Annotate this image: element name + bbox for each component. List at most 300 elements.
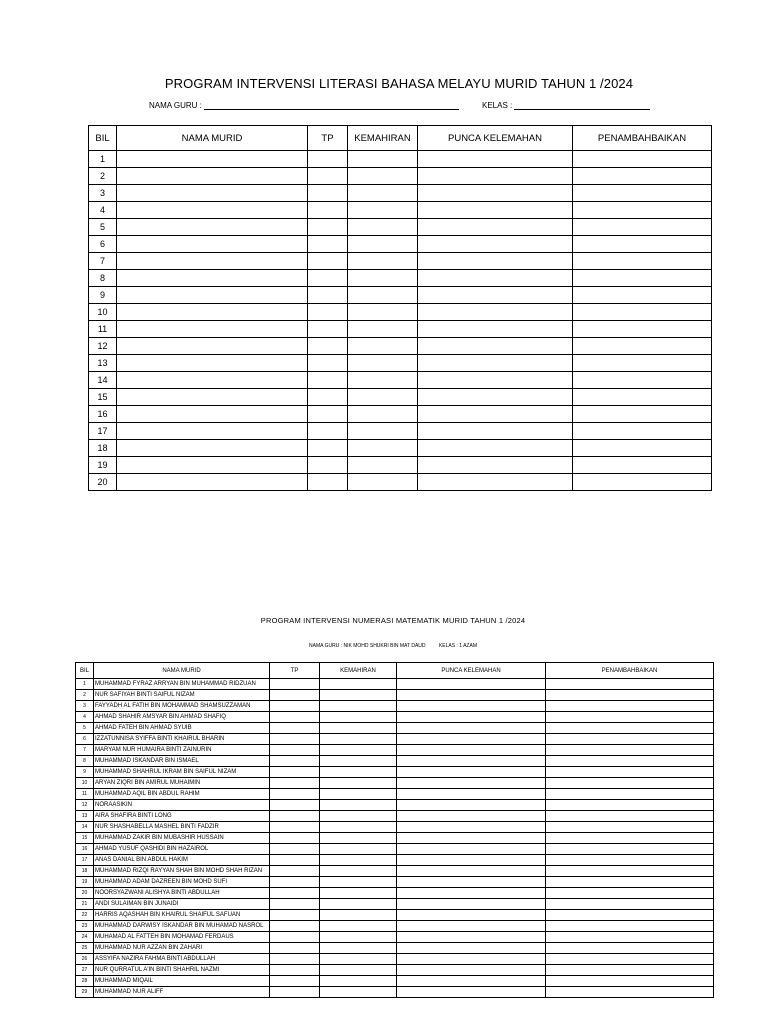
empty-cell <box>270 811 320 822</box>
table-row <box>89 372 712 389</box>
student-name: IZZATUNNISA SYIFFA BINTI KHAIRUL BHARIN <box>94 734 270 745</box>
empty-cell <box>348 202 418 219</box>
row-number: 20 <box>89 474 117 491</box>
student-name: HARRIS AQASHAH BIN KHAIRUL SHAIFUL SAFUAN <box>94 910 270 921</box>
empty-cell <box>320 877 397 888</box>
empty-cell <box>270 888 320 899</box>
student-name: MUHAMMAD ISKANDAR BIN ISMAEL <box>94 756 270 767</box>
empty-cell <box>308 236 348 253</box>
table-row <box>89 457 712 474</box>
empty-cell <box>397 899 546 910</box>
student-name: FAYYADH AL FATIH BIN MOHAMMAD SHAMSUZZAMAN <box>94 701 270 712</box>
empty-cell <box>308 423 348 440</box>
empty-cell <box>573 185 712 202</box>
sheet1-header-0: BIL <box>89 126 117 151</box>
empty-cell <box>573 321 712 338</box>
empty-cell <box>308 287 348 304</box>
empty-cell <box>348 406 418 423</box>
empty-cell <box>546 800 714 811</box>
table-row <box>76 701 714 712</box>
empty-cell <box>397 778 546 789</box>
empty-cell <box>546 965 714 976</box>
student-name: NUR SHASHABELLA MASHEL BINTI FADZIR <box>94 822 270 833</box>
table-row <box>76 932 714 943</box>
sheet2-header-row <box>76 663 714 679</box>
student-name: MUHAMMAD ADAM DAZREEN BIN MOHD SUFI <box>94 877 270 888</box>
student-name: AHMAD YUSUF QASHIDI BIN HAZAIROL <box>94 844 270 855</box>
empty-cell <box>117 219 308 236</box>
empty-cell <box>117 440 308 457</box>
empty-cell <box>117 270 308 287</box>
empty-cell <box>546 811 714 822</box>
empty-cell <box>270 921 320 932</box>
empty-cell <box>117 389 308 406</box>
table-row <box>76 921 714 932</box>
table-row <box>76 943 714 954</box>
sheet1-header-row <box>89 126 712 151</box>
empty-cell <box>397 987 546 998</box>
empty-cell <box>546 745 714 756</box>
empty-cell <box>270 899 320 910</box>
row-number: 23 <box>76 921 94 932</box>
empty-cell <box>546 877 714 888</box>
row-number: 18 <box>89 440 117 457</box>
empty-cell <box>348 236 418 253</box>
empty-cell <box>546 899 714 910</box>
empty-cell <box>573 168 712 185</box>
empty-cell <box>573 287 712 304</box>
empty-cell <box>320 932 397 943</box>
empty-cell <box>117 321 308 338</box>
empty-cell <box>397 844 546 855</box>
empty-cell <box>320 899 397 910</box>
table-row <box>76 756 714 767</box>
empty-cell <box>308 457 348 474</box>
table-row <box>76 877 714 888</box>
empty-cell <box>308 406 348 423</box>
empty-cell <box>308 304 348 321</box>
empty-cell <box>546 921 714 932</box>
row-number: 19 <box>76 877 94 888</box>
row-number: 9 <box>76 767 94 778</box>
empty-cell <box>348 423 418 440</box>
empty-cell <box>320 701 397 712</box>
student-name: AHMAD SHAHIR AMSYAR BIN AHMAD SHAFIQ <box>94 712 270 723</box>
empty-cell <box>546 833 714 844</box>
empty-cell <box>546 888 714 899</box>
empty-cell <box>117 474 308 491</box>
empty-cell <box>308 355 348 372</box>
row-number: 7 <box>89 253 117 270</box>
empty-cell <box>397 855 546 866</box>
empty-cell <box>270 866 320 877</box>
student-name: ASSYIFA NAZIRA FAHMA BINTI ABDULLAH <box>94 954 270 965</box>
empty-cell <box>397 932 546 943</box>
table-row <box>89 338 712 355</box>
table-row <box>76 811 714 822</box>
sheet2-header-1: NAMA MURID <box>94 663 270 679</box>
student-name: ARYAN ZIQRI BIN AMIRUL MUHAIMIN <box>94 778 270 789</box>
empty-cell <box>418 321 573 338</box>
empty-cell <box>320 822 397 833</box>
row-number: 18 <box>76 866 94 877</box>
empty-cell <box>418 338 573 355</box>
empty-cell <box>348 287 418 304</box>
row-number: 6 <box>76 734 94 745</box>
sheet1-title: PROGRAM INTERVENSI LITERASI BAHASA MELAYU MURID TAHUN 1 /2024 <box>164 76 634 91</box>
empty-cell <box>348 151 418 168</box>
row-number: 21 <box>76 899 94 910</box>
empty-cell <box>573 474 712 491</box>
empty-cell <box>397 690 546 701</box>
empty-cell <box>573 236 712 253</box>
row-number: 8 <box>76 756 94 767</box>
table-row <box>76 778 714 789</box>
empty-cell <box>270 778 320 789</box>
sheet1-header-2: TP <box>308 126 348 151</box>
empty-cell <box>546 987 714 998</box>
table-row <box>89 185 712 202</box>
empty-cell <box>348 372 418 389</box>
empty-cell <box>320 712 397 723</box>
table-row <box>76 734 714 745</box>
row-number: 1 <box>76 679 94 690</box>
empty-cell <box>418 185 573 202</box>
empty-cell <box>348 304 418 321</box>
empty-cell <box>397 822 546 833</box>
table-row <box>89 168 712 185</box>
empty-cell <box>397 679 546 690</box>
empty-cell <box>270 701 320 712</box>
row-number: 5 <box>76 723 94 734</box>
table-row <box>89 236 712 253</box>
table-row <box>76 767 714 778</box>
sheet1-header-5: PENAMBAHBAIKAN <box>573 126 712 151</box>
empty-cell <box>117 236 308 253</box>
empty-cell <box>397 910 546 921</box>
sheet2-nama-guru: NAMA GURU : NIK MOHD SHUKRI BIN MAT DAUD <box>309 643 426 649</box>
empty-cell <box>397 877 546 888</box>
empty-cell <box>270 789 320 800</box>
empty-cell <box>573 151 712 168</box>
row-number: 4 <box>89 202 117 219</box>
nama-guru-label: NAMA GURU : <box>149 101 202 110</box>
empty-cell <box>320 723 397 734</box>
empty-cell <box>270 932 320 943</box>
empty-cell <box>308 202 348 219</box>
table-row <box>76 987 714 998</box>
empty-cell <box>320 811 397 822</box>
empty-cell <box>117 372 308 389</box>
row-number: 29 <box>76 987 94 998</box>
row-number: 14 <box>76 822 94 833</box>
empty-cell <box>397 833 546 844</box>
empty-cell <box>308 440 348 457</box>
sheet2-header-4: PUNCA KELEMAHAN <box>397 663 546 679</box>
empty-cell <box>348 321 418 338</box>
row-number: 12 <box>76 800 94 811</box>
table-row <box>89 474 712 491</box>
sheet1-table <box>88 125 712 491</box>
empty-cell <box>320 965 397 976</box>
empty-cell <box>117 423 308 440</box>
empty-cell <box>320 734 397 745</box>
empty-cell <box>418 457 573 474</box>
table-row <box>89 202 712 219</box>
empty-cell <box>270 800 320 811</box>
empty-cell <box>546 690 714 701</box>
empty-cell <box>117 287 308 304</box>
empty-cell <box>546 789 714 800</box>
row-number: 13 <box>89 355 117 372</box>
student-name: MUHAMMAD SHAHRUL IKRAM BIN SAIFUL NIZAM <box>94 767 270 778</box>
table-row <box>89 389 712 406</box>
sheet2-title: PROGRAM INTERVENSI NUMERASI MATEMATIK MURID TAHUN 1 /2024 <box>260 616 526 625</box>
student-name: MUHAMMAD AQIL BIN ABDUL RAHIM <box>94 789 270 800</box>
empty-cell <box>573 389 712 406</box>
empty-cell <box>320 954 397 965</box>
empty-cell <box>320 756 397 767</box>
empty-cell <box>270 756 320 767</box>
student-name: MUHAMMAD FYRAZ ARRYAN BIN MUHAMMAD RIDZUAN <box>94 679 270 690</box>
empty-cell <box>546 679 714 690</box>
row-number: 1 <box>89 151 117 168</box>
empty-cell <box>397 767 546 778</box>
empty-cell <box>397 745 546 756</box>
row-number: 24 <box>76 932 94 943</box>
table-row <box>89 253 712 270</box>
empty-cell <box>348 355 418 372</box>
student-name: ANAS DANIAL BIN ABDUL HAKIM <box>94 855 270 866</box>
row-number: 15 <box>89 389 117 406</box>
empty-cell <box>320 855 397 866</box>
empty-cell <box>308 270 348 287</box>
empty-cell <box>320 866 397 877</box>
empty-cell <box>397 789 546 800</box>
empty-cell <box>270 943 320 954</box>
empty-cell <box>320 800 397 811</box>
empty-cell <box>546 932 714 943</box>
student-name: ANDI SULAIMAN BIN JUNAIDI <box>94 899 270 910</box>
empty-cell <box>573 355 712 372</box>
empty-cell <box>546 756 714 767</box>
student-name: AHMAD FATEH BIN AHMAD SYUIB <box>94 723 270 734</box>
empty-cell <box>320 976 397 987</box>
row-number: 11 <box>89 321 117 338</box>
table-row <box>89 151 712 168</box>
empty-cell <box>117 151 308 168</box>
empty-cell <box>397 866 546 877</box>
sheet1-header-1: NAMA MURID <box>117 126 308 151</box>
empty-cell <box>418 406 573 423</box>
empty-cell <box>397 734 546 745</box>
empty-cell <box>397 701 546 712</box>
empty-cell <box>270 844 320 855</box>
empty-cell <box>573 372 712 389</box>
empty-cell <box>320 767 397 778</box>
empty-cell <box>397 888 546 899</box>
sheet2-header-2: TP <box>270 663 320 679</box>
empty-cell <box>270 954 320 965</box>
empty-cell <box>573 440 712 457</box>
empty-cell <box>573 423 712 440</box>
row-number: 14 <box>89 372 117 389</box>
empty-cell <box>320 789 397 800</box>
empty-cell <box>546 976 714 987</box>
table-row <box>89 355 712 372</box>
empty-cell <box>320 844 397 855</box>
empty-cell <box>397 800 546 811</box>
table-row <box>76 844 714 855</box>
row-number: 4 <box>76 712 94 723</box>
student-name: MUHAMMAD NUR AZZAN BIN ZAHARI <box>94 943 270 954</box>
sheet1-kelas <box>482 101 650 110</box>
empty-cell <box>418 151 573 168</box>
empty-cell <box>348 253 418 270</box>
student-name: NUR QURRATUL A'IN BINTI SHAHRIL NAZMI <box>94 965 270 976</box>
empty-cell <box>348 440 418 457</box>
empty-cell <box>308 219 348 236</box>
empty-cell <box>573 406 712 423</box>
empty-cell <box>546 943 714 954</box>
empty-cell <box>546 822 714 833</box>
empty-cell <box>320 943 397 954</box>
empty-cell <box>348 389 418 406</box>
student-name: MUHAMMAD NUR ALIFF <box>94 987 270 998</box>
empty-cell <box>117 338 308 355</box>
row-number: 10 <box>76 778 94 789</box>
empty-cell <box>546 778 714 789</box>
row-number: 8 <box>89 270 117 287</box>
empty-cell <box>270 877 320 888</box>
empty-cell <box>117 185 308 202</box>
row-number: 3 <box>76 701 94 712</box>
student-name: NUR SAFIYAH BINTI SAIFUL NIZAM <box>94 690 270 701</box>
empty-cell <box>117 202 308 219</box>
empty-cell <box>117 253 308 270</box>
empty-cell <box>418 440 573 457</box>
empty-cell <box>546 734 714 745</box>
empty-cell <box>270 965 320 976</box>
row-number: 17 <box>89 423 117 440</box>
sheet2-kelas: KELAS : 1 AZAM <box>438 643 477 649</box>
table-row <box>89 270 712 287</box>
empty-cell <box>397 712 546 723</box>
empty-cell <box>348 474 418 491</box>
row-number: 26 <box>76 954 94 965</box>
table-row <box>76 723 714 734</box>
empty-cell <box>320 921 397 932</box>
empty-cell <box>308 474 348 491</box>
table-row <box>76 822 714 833</box>
empty-cell <box>418 287 573 304</box>
row-number: 16 <box>89 406 117 423</box>
empty-cell <box>546 954 714 965</box>
empty-cell <box>320 679 397 690</box>
row-number: 20 <box>76 888 94 899</box>
table-row <box>76 866 714 877</box>
student-name: MARYAM NUR HUMAIRA BINTI ZAINURIN <box>94 745 270 756</box>
table-row <box>89 406 712 423</box>
empty-cell <box>397 943 546 954</box>
table-row <box>76 690 714 701</box>
empty-cell <box>573 219 712 236</box>
empty-cell <box>320 778 397 789</box>
empty-cell <box>573 202 712 219</box>
row-number: 6 <box>89 236 117 253</box>
table-row <box>76 910 714 921</box>
kelas-blank <box>514 101 650 110</box>
row-number: 22 <box>76 910 94 921</box>
row-number: 15 <box>76 833 94 844</box>
empty-cell <box>418 219 573 236</box>
empty-cell <box>348 338 418 355</box>
empty-cell <box>573 253 712 270</box>
sheet1-nama-guru <box>149 101 459 110</box>
row-number: 2 <box>76 690 94 701</box>
table-row <box>76 789 714 800</box>
row-number: 17 <box>76 855 94 866</box>
student-name: MUHAMAD AL FATTEH BIN MOHAMAD FERDAUS <box>94 932 270 943</box>
table-row <box>89 287 712 304</box>
empty-cell <box>546 767 714 778</box>
empty-cell <box>418 474 573 491</box>
student-name: MUHAMMAD RIZQI RAYYAN SHAH BIN MOHD SHAH RIZAN <box>94 866 270 877</box>
row-number: 2 <box>89 168 117 185</box>
sheet2-header-5: PENAMBAHBAIKAN <box>546 663 714 679</box>
table-row <box>76 954 714 965</box>
empty-cell <box>546 855 714 866</box>
empty-cell <box>397 976 546 987</box>
empty-cell <box>397 811 546 822</box>
empty-cell <box>573 457 712 474</box>
empty-cell <box>270 712 320 723</box>
empty-cell <box>270 767 320 778</box>
empty-cell <box>117 304 308 321</box>
empty-cell <box>270 723 320 734</box>
empty-cell <box>270 833 320 844</box>
empty-cell <box>348 219 418 236</box>
empty-cell <box>348 185 418 202</box>
empty-cell <box>270 855 320 866</box>
empty-cell <box>397 756 546 767</box>
empty-cell <box>546 844 714 855</box>
sheet1-header-4: PUNCA KELEMAHAN <box>418 126 573 151</box>
empty-cell <box>573 270 712 287</box>
empty-cell <box>270 976 320 987</box>
empty-cell <box>270 745 320 756</box>
empty-cell <box>418 304 573 321</box>
empty-cell <box>117 457 308 474</box>
empty-cell <box>117 406 308 423</box>
sheet2-table <box>75 662 714 998</box>
empty-cell <box>117 355 308 372</box>
empty-cell <box>348 168 418 185</box>
empty-cell <box>308 185 348 202</box>
table-row <box>76 679 714 690</box>
table-row <box>89 219 712 236</box>
student-name: MUHAMMAD DARWISY ISKANDAR BIN MUHAMAD NASROL <box>94 921 270 932</box>
table-row <box>89 304 712 321</box>
empty-cell <box>418 202 573 219</box>
student-name: NORAASIKIN <box>94 800 270 811</box>
row-number: 11 <box>76 789 94 800</box>
row-number: 28 <box>76 976 94 987</box>
empty-cell <box>418 236 573 253</box>
empty-cell <box>270 822 320 833</box>
empty-cell <box>308 321 348 338</box>
table-row <box>76 899 714 910</box>
